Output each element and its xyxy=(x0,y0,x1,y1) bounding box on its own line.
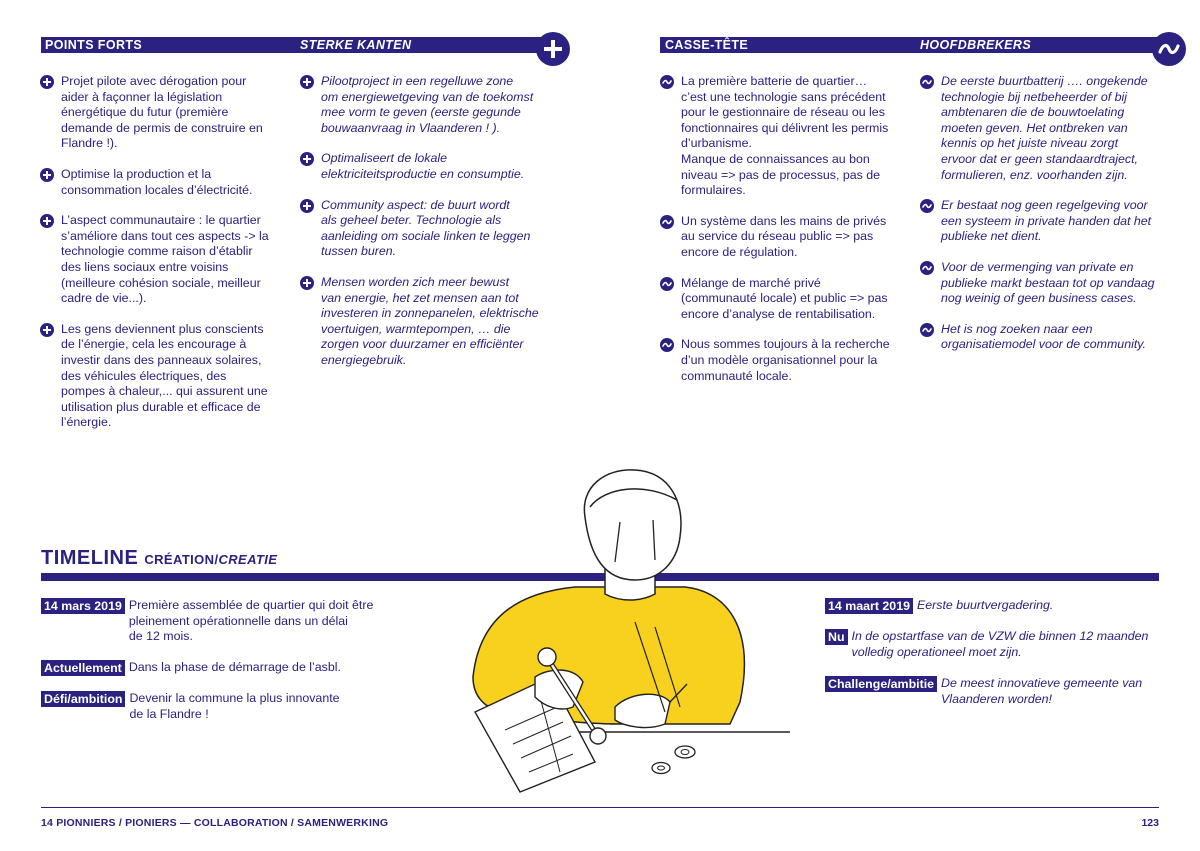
footer-rule xyxy=(41,807,1159,808)
timeline-status-label: Nu xyxy=(825,629,848,645)
plus-icon xyxy=(300,152,314,166)
list-item xyxy=(660,214,905,261)
list-item-text: Les gens deviennent plus conscients de l’énergie, cela les encourage à investir dans des panneaux solaires, des véhicules électriques, des pompes à chaleur,... qui assurent une utilisation plus durable et efficace de l’énergie. xyxy=(61,321,268,430)
timeline-nl-row xyxy=(825,598,1053,614)
tilde-badge xyxy=(1152,32,1186,66)
strengths-header-fr: POINTS FORTS xyxy=(45,38,143,52)
puzzles-header-fr: CASSE-TÊTE xyxy=(665,38,749,52)
list-item xyxy=(300,198,550,260)
plus-icon xyxy=(543,39,563,59)
list-item xyxy=(300,275,550,369)
tilde-icon xyxy=(920,75,934,89)
strengths-nl-list xyxy=(300,74,550,384)
worker-illustration xyxy=(455,462,795,807)
timeline-ambition-label: Challenge/ambitie xyxy=(825,676,937,692)
tilde-icon xyxy=(920,261,934,275)
puzzles-fr-list xyxy=(660,74,905,399)
tilde-icon xyxy=(920,199,934,213)
list-item xyxy=(40,167,280,198)
timeline-ambition-label: Défi/ambition xyxy=(41,691,125,707)
tilde-icon xyxy=(660,75,674,89)
timeline-text: De meest innovatieve gemeente van Vlaanderen worden! xyxy=(941,676,1143,706)
list-item-text: Er bestaat nog geen regelgeving voor een systeem in private handen dat het publieke net dient. xyxy=(941,198,1152,244)
timeline-heading xyxy=(41,547,277,570)
list-item xyxy=(920,322,1160,353)
list-item-text: Un système dans les mains de privés au service du réseau public => pas encore de régulation. xyxy=(681,213,887,259)
tilde-icon xyxy=(660,215,674,229)
list-item xyxy=(920,198,1160,245)
timeline-date-label: 14 mars 2019 xyxy=(41,598,125,614)
timeline-fr-row xyxy=(41,660,341,676)
plus-icon xyxy=(40,323,54,337)
puzzles-nl-list xyxy=(920,74,1160,368)
timeline-text: Dans la phase de démarrage de l’asbl. xyxy=(128,660,341,674)
list-item xyxy=(40,322,280,431)
timeline-fr-row xyxy=(41,598,373,645)
list-item xyxy=(920,260,1160,307)
list-item-text: Optimise la production et la consommation locales d’électricité. xyxy=(61,166,253,197)
plus-icon xyxy=(300,199,314,213)
plus-icon xyxy=(40,75,54,89)
list-item xyxy=(660,74,905,199)
plus-icon xyxy=(40,168,54,182)
page-number: 123 xyxy=(1141,817,1159,829)
tilde-icon xyxy=(660,277,674,291)
list-item xyxy=(40,213,280,307)
puzzles-header-nl: HOOFDBREKERS xyxy=(920,38,1032,52)
timeline-sub-nl: CREATIE xyxy=(218,552,278,567)
list-item-text: Mélange de marché privé (communauté locale) et public => pas encore d’analyse de rentabilisation. xyxy=(681,275,888,321)
plus-badge xyxy=(536,32,570,66)
timeline-fr-row xyxy=(41,691,340,722)
timeline-text: In de opstartfase van de VZW die binnen 12 maanden volledig operationeel moet zijn. xyxy=(851,629,1149,659)
plus-icon xyxy=(40,214,54,228)
list-item-text: Community aspect: de buurt wordt als geheel beter. Technologie als aanleiding om sociale linken te leggen tussen buren. xyxy=(321,197,531,259)
list-item-text: Mensen worden zich meer bewust van energie, het zet mensen aan tot investeren in zonnepanelen, elektrische voertuigen, warmtepompen, … die zorgen voor duurzamer en efficiënter energiegebruik. xyxy=(321,274,539,367)
plus-icon xyxy=(300,276,314,290)
tilde-icon xyxy=(660,338,674,352)
tilde-icon xyxy=(920,323,934,337)
list-item xyxy=(300,74,550,136)
list-item-text: Projet pilote avec dérogation pour aider à façonner la législation énergétique du futur (première demande de permis de construire en Flandre !). xyxy=(61,74,263,151)
list-item-text: La première batterie de quartier… c’est une technologie sans précédent pour le gestionnaire de réseau ou les fonctionnaires qui délivrent les permis d’urbanisme. Manque de connaissances au bon niveau => pas de processus, pas de formulaires. xyxy=(681,74,889,198)
timeline-sub-fr: CRÉATION/ xyxy=(144,552,219,567)
tilde-icon xyxy=(1158,42,1180,56)
strengths-fr-list xyxy=(40,74,280,446)
timeline-text: Eerste buurtvergadering. xyxy=(916,598,1054,612)
timeline-date-label: 14 maart 2019 xyxy=(825,598,913,614)
list-item xyxy=(660,276,905,323)
timeline-title: TIMELINE xyxy=(41,547,139,569)
list-item-text: Optimaliseert de lokale elektriciteitsproductie en consumptie. xyxy=(321,151,525,181)
list-item-text: L’aspect communautaire : le quartier s’améliore dans tout ces aspects -> la technologie comme raison d’établir des liens sociaux entre voisins (meilleure cohésion sociale, meilleur cadre de vie...). xyxy=(61,213,269,306)
list-item-text: Nous sommes toujours à la recherche d’un modèle organisationnel pour la communauté locale. xyxy=(681,337,890,383)
timeline-text: Première assemblée de quartier qui doit être pleinement opérationnelle dans un délai de 12 mois. xyxy=(128,598,374,644)
list-item-text: Voor de vermenging van private en publieke markt bestaan tot op vandaag nog weinig of geen business cases. xyxy=(941,259,1155,306)
plus-icon xyxy=(300,75,314,89)
list-item-text: Het is nog zoeken naar een organisatiemodel voor de community. xyxy=(941,321,1147,352)
running-footer: 14 PIONNIERS / PIONIERS — COLLABORATION / SAMENWERKING xyxy=(41,817,389,829)
list-item xyxy=(660,337,905,384)
timeline-status-label: Actuellement xyxy=(41,660,125,676)
timeline-text: Devenir la commune la plus innovante de la Flandre ! xyxy=(129,691,340,721)
list-item xyxy=(920,74,1160,183)
list-item xyxy=(300,151,550,182)
list-item-text: De eerste buurtbatterij …. ongekende technologie bij netbeheerder of bij ambtenaren die de bouwtoelating moeten geven. Het ontbreken van kennis op het juiste niveau zorgt ervoor dat er geen standaardtraject, formulieren, enz. voorhanden zijn. xyxy=(941,74,1148,182)
strengths-header-nl: STERKE KANTEN xyxy=(300,38,412,52)
list-item xyxy=(40,74,280,152)
timeline-nl-row xyxy=(825,676,1142,707)
timeline-nl-row xyxy=(825,629,1148,660)
list-item-text: Pilootproject in een regelluwe zone om energiewetgeving van de toekomst mee vorm te geven (eerste gegunde bouwaanvraag in Vlaanderen ! ). xyxy=(321,74,534,135)
